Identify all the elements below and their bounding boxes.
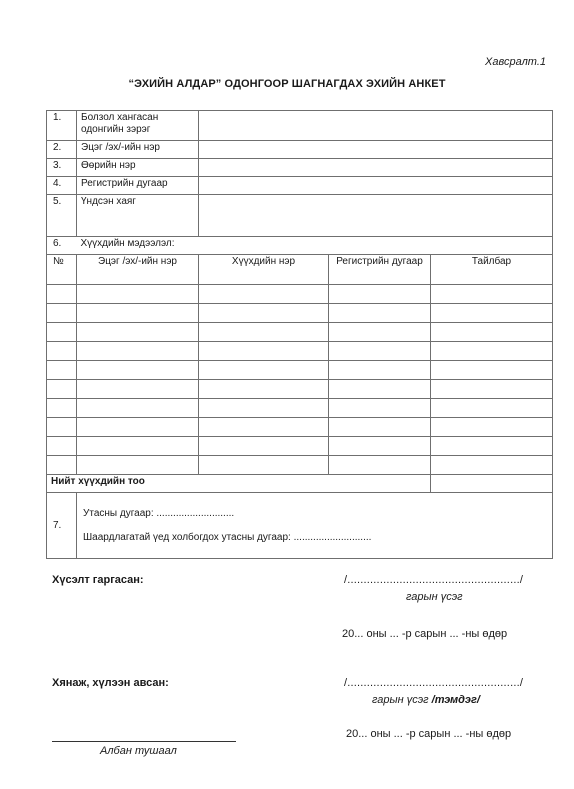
form-row-1 [47, 111, 553, 141]
table-row[interactable] [47, 323, 553, 342]
column-header: Тайлбар [431, 255, 553, 285]
answer-field-1[interactable] [199, 111, 553, 141]
row-label: Өөрийн нэр [77, 159, 199, 177]
phone-line[interactable]: Утасны дугаар: ............................ [83, 507, 235, 519]
row-number: 4. [47, 177, 77, 195]
total-children-label: Нийт хүүхдийн тоо [47, 475, 431, 493]
reviewer-signature-caption [372, 694, 480, 706]
row-number: 5. [47, 195, 77, 237]
appendix-label: Хавсралт.1 [485, 56, 546, 68]
row-label: Хүүхдийн мэдээлэл: [77, 237, 553, 255]
application-form-table [46, 110, 553, 559]
answer-field-2[interactable] [199, 141, 553, 159]
form-row-7 [47, 493, 553, 559]
table-row[interactable] [47, 342, 553, 361]
reviewer-label: Хянаж, хүлээн авсан: [52, 677, 169, 689]
contact-cell [77, 493, 553, 559]
total-children-field[interactable] [431, 475, 553, 493]
reviewer-date[interactable]: 20... оны ... -р сарын ... -ны өдөр [346, 728, 512, 740]
table-row[interactable] [47, 399, 553, 418]
column-header: № [47, 255, 77, 285]
applicant-date[interactable]: 20... оны ... -р сарын ... -ны өдөр [342, 628, 508, 640]
row-number: 6. [47, 237, 77, 255]
row-number: 3. [47, 159, 77, 177]
row-number: 2. [47, 141, 77, 159]
table-row[interactable] [47, 418, 553, 437]
position-caption: Албан тушаал [100, 745, 177, 757]
applicant-signature-line[interactable]: /...................................................../ [344, 574, 524, 586]
table-row[interactable] [47, 456, 553, 475]
answer-field-5[interactable] [199, 195, 553, 237]
form-title: “ЭХИЙН АЛДАР” ОДОНГООР ШАГНАГДАХ ЭХИЙН АНКЕТ [128, 78, 446, 90]
position-line[interactable] [52, 741, 236, 742]
applicant-label: Хүсэлт гаргасан: [52, 574, 144, 586]
answer-field-4[interactable] [199, 177, 553, 195]
column-header: Регистрийн дугаар [329, 255, 431, 285]
row-label: Регистрийн дугаар [77, 177, 199, 195]
stamp-caption: /тэмдэг/ [431, 694, 480, 706]
table-row[interactable] [47, 380, 553, 399]
form-row-6 [47, 237, 553, 255]
table-row[interactable] [47, 361, 553, 380]
table-row[interactable] [47, 437, 553, 456]
row-label: Үндсэн хаяг [77, 195, 199, 237]
answer-field-3[interactable] [199, 159, 553, 177]
applicant-signature-caption: гарын үсэг [406, 591, 463, 603]
table-row[interactable] [47, 304, 553, 323]
row-number: 7. [47, 493, 77, 559]
column-header: Эцэг /эх/-ийн нэр [77, 255, 199, 285]
form-row-4 [47, 177, 553, 195]
row-label: Эцэг /эх/-ийн нэр [77, 141, 199, 159]
children-header-row [47, 255, 553, 285]
row-number: 1. [47, 111, 77, 141]
form-row-2 [47, 141, 553, 159]
total-children-row [47, 475, 553, 493]
signature-caption-text: гарын үсэг [372, 694, 429, 706]
row-label: Болзол хангасан одонгийн зэрэг [77, 111, 199, 141]
form-row-3 [47, 159, 553, 177]
table-row[interactable] [47, 285, 553, 304]
reviewer-signature-line[interactable]: /...................................................../ [344, 677, 524, 689]
emergency-phone-line[interactable]: Шаардлагатай үед холбогдох утасны дугаар: ............................ [83, 531, 372, 543]
column-header: Хүүхдийн нэр [199, 255, 329, 285]
form-row-5 [47, 195, 553, 237]
